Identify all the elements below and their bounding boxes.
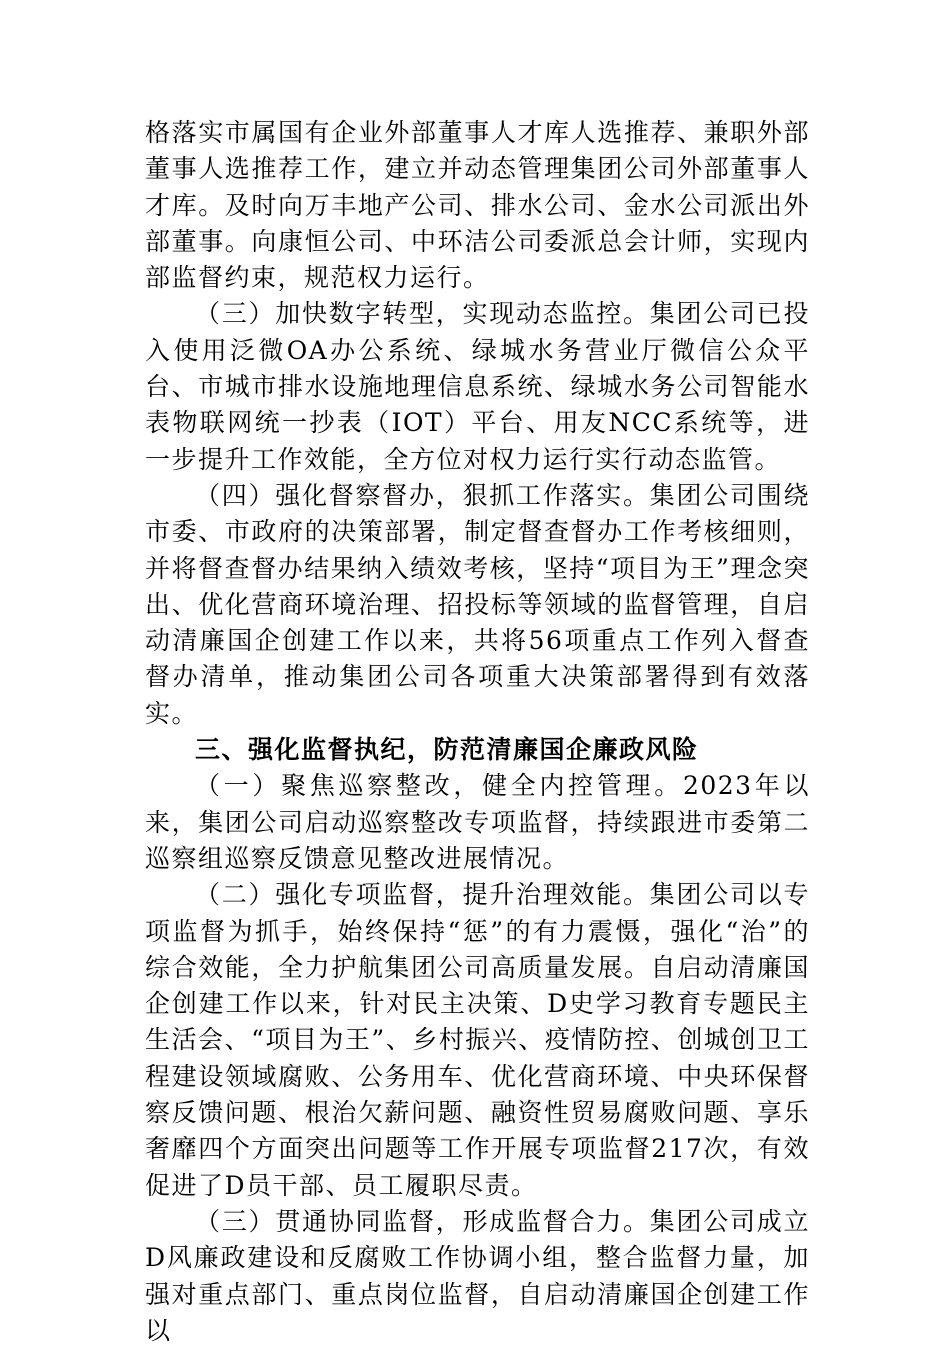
paragraph-supervision-follow-up <box>145 478 810 732</box>
section-heading-text: 三、强化监督执纪，防范清廉国企廉政风险 <box>195 735 699 765</box>
paragraph-text: 集团公司成立D风廉政建设和反腐败工作协调小组，整合监督力量，加强对重点部门、重点岗位监督，自启动清廉国企创建工作以 <box>145 1206 810 1345</box>
paragraph-lead: （一）聚焦巡察整改，健全内控管理。 <box>195 771 683 801</box>
section-heading <box>145 732 810 768</box>
paragraph-text: 集团公司已投入使用泛微OA办公系统、绿城水务营业厅微信公众平台、市城市排水设施地理信息系统、绿城水务公司智能水表物联网统一抄表（IOT）平台、用友NCC系统等，进一步提升工作效能，全方位对权力运行实行动态监管。 <box>145 299 810 474</box>
paragraph-inspection-rectification <box>145 768 810 877</box>
paragraph-continuation <box>145 115 810 296</box>
paragraph-lead: （三）贯通协同监督，形成监督合力。 <box>195 1206 650 1236</box>
paragraph-lead: （三）加快数字转型，实现动态监控。 <box>195 299 650 329</box>
paragraph-lead: （二）强化专项监督，提升治理效能。 <box>195 880 650 910</box>
paragraph-digital-transformation <box>145 296 810 477</box>
paragraph-special-supervision <box>145 877 810 1204</box>
paragraph-text: 2023年以来，集团公司启动巡察整改专项监督，持续跟进市委第二巡察组巡察反馈意见整改进展情况。 <box>145 771 810 873</box>
paragraph-text: 集团公司围绕市委、市政府的决策部署，制定督查督办工作考核细则，并将督查督办结果纳入绩效考核，坚持“项目为王”理念突出、优化营商环境治理、招投标等领域的监督管理，自启动清廉国企创建工作以来，共将56项重点工作列入督查督办清单，推动集团公司各项重大决策部署得到有效落实。 <box>145 480 810 728</box>
paragraph-text: 格落实市属国有企业外部董事人才库人选推荐、兼职外部董事人选推荐工作，建立并动态管理集团公司外部董事人才库。及时向万丰地产公司、排水公司、金水公司派出外部董事。向康恒公司、中环洁公司委派总会计师，实现内部监督约束，规范权力运行。 <box>145 118 810 293</box>
paragraph-text: 集团公司以专项监督为抓手，始终保持“惩”的有力震慑，强化“治”的综合效能，全力护航集团公司高质量发展。自启动清廉国企创建工作以来，针对民主决策、D史学习教育专题民主生活会、“项目为王”、乡村振兴、疫情防控、创城创卫工程建设领域腐败、公务用车、优化营商环境、中央环保督察反馈问题、根治欠薪问题、融资性贸易腐败问题、享乐奢靡四个方面突出问题等工作开展专项监督217次，有效促进了D员干部、员工履职尽责。 <box>145 880 810 1200</box>
paragraph-lead: （四）强化督察督办，狠抓工作落实。 <box>195 480 650 510</box>
paragraph-coordinated-supervision <box>145 1204 810 1349</box>
